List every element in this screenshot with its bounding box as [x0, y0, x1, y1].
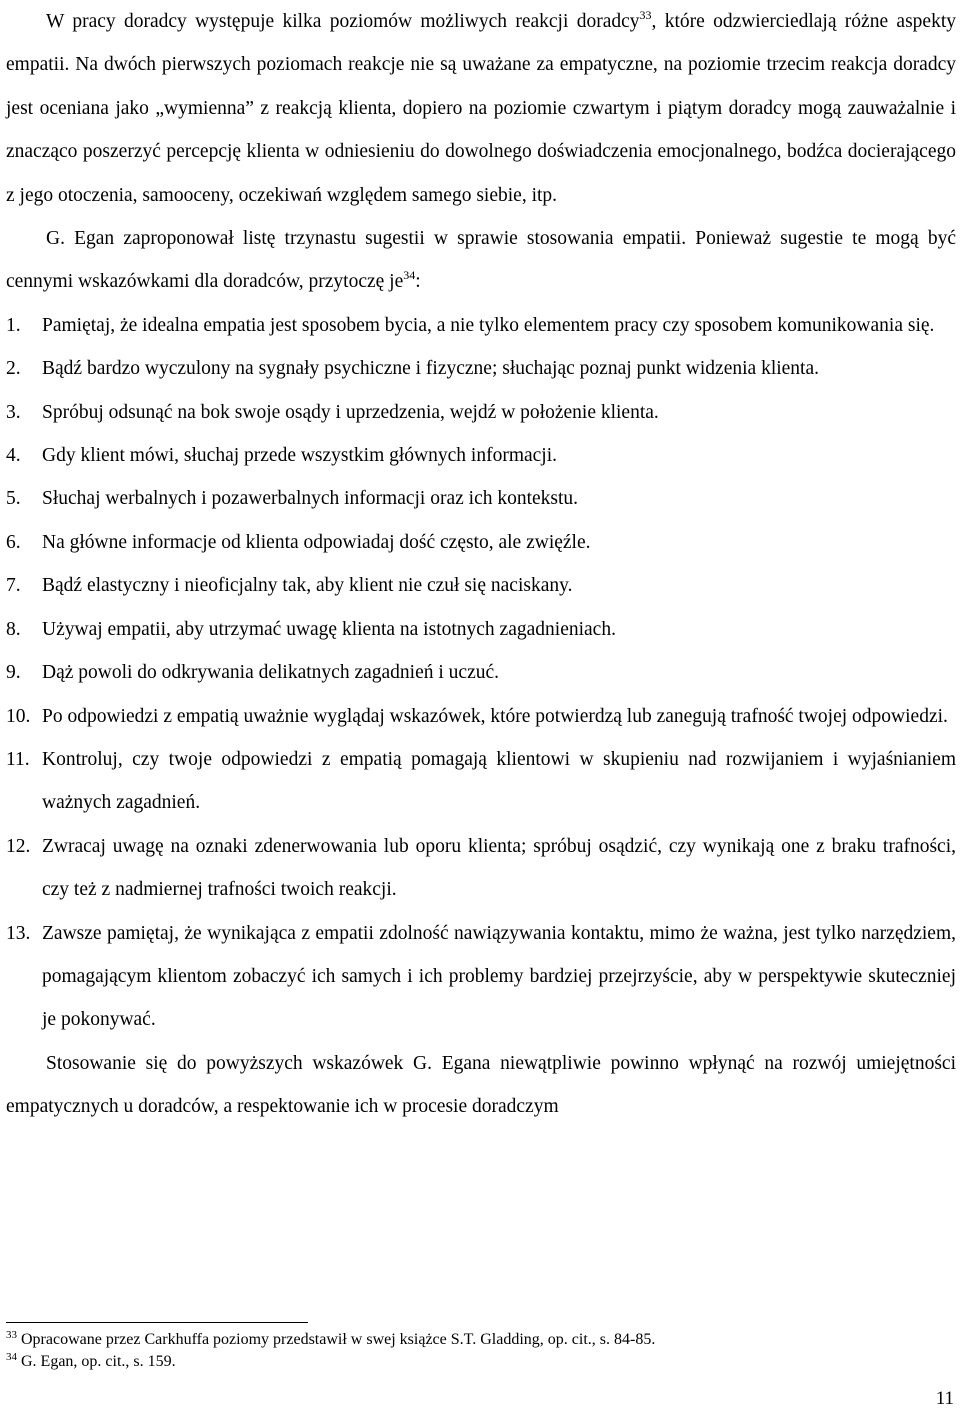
list-item: [6, 608, 956, 651]
suggestions-list: [6, 304, 956, 1042]
list-item-number: 5.: [6, 488, 21, 510]
list-item-number: 11.: [6, 748, 30, 770]
list-item-number: 3.: [6, 401, 21, 423]
list-item-text: Kontroluj, czy twoje odpowiedzi z empatią pomagają klientowi w skupieniu nad rozwijaniem i wyjaśnianiem ważnych zagadnień.: [42, 748, 956, 814]
footnote-number: 33: [6, 1329, 17, 1341]
list-item: [6, 825, 956, 912]
page-number: 11: [935, 1388, 954, 1409]
list-item-text: Dąż powoli do odkrywania delikatnych zagadnień i uczuć.: [42, 662, 500, 684]
footnote: [6, 1351, 956, 1373]
list-item-number: 4.: [6, 445, 21, 467]
footnote-divider: [6, 1322, 308, 1323]
list-item: [6, 695, 956, 738]
list-item: [6, 738, 956, 825]
footnotes: [6, 1322, 956, 1373]
footnote-ref-34[interactable]: 34: [403, 268, 416, 283]
list-item-number: 6.: [6, 531, 21, 553]
footnote-text: Opracowane przez Carkhuffa poziomy przedstawił w swej książce S.T. Gladding, op. cit., s. 84-85.: [21, 1331, 656, 1348]
list-item-text: Po odpowiedzi z empatią uważnie wyglądaj wskazówek, które potwierdzą lub zanegują trafność twojej odpowiedzi.: [42, 705, 948, 727]
list-item-number: 12.: [6, 835, 31, 857]
paragraph-closing: Stosowanie się do powyższych wskazówek G. Egana niewątpliwie powinno wpłynąć na rozwój umiejętności empatycznych u doradców, a respektowanie ich w procesie doradczym: [6, 1052, 956, 1118]
list-item: [6, 912, 956, 1042]
list-item-text: Słuchaj werbalnych i pozawerbalnych informacji oraz ich kontekstu.: [42, 488, 579, 510]
list-item-number: 13.: [6, 922, 31, 944]
footnote-number: 34: [6, 1351, 17, 1363]
footnote: [6, 1329, 956, 1351]
list-item-number: 8.: [6, 618, 21, 640]
list-item-text: Gdy klient mówi, słuchaj przede wszystkim głównych informacji.: [42, 445, 558, 467]
list-item-number: 2.: [6, 358, 21, 380]
list-item-number: 10.: [6, 705, 31, 727]
paragraph-egan-intro: G. Egan zaproponował listę trzynastu sugestii w sprawie stosowania empatii. Ponieważ sugestie te mogą być cennymi wskazówkami dla doradców, przytoczę $je^{34}$:: [6, 228, 956, 293]
list-item-text: Używaj empatii, aby utrzymać uwagę klienta na istotnych zagadnieniach.: [42, 618, 616, 640]
list-item-text: Pamiętaj, że idealna empatia jest sposobem bycia, a nie tylko elementem pracy czy sposobem komunikowania się.: [42, 314, 935, 336]
list-item-number: 9.: [6, 662, 21, 684]
list-item: [6, 477, 956, 520]
list-item-text: Zawsze pamiętaj, że wynikająca z empatii zdolność nawiązywania kontaktu, mimo że ważna, jest tylko narzędziem, pomagającym klientom zobaczyć ich samych i ich problemy bardziej przejrzyście, aby w perspektywie skuteczniej je pokonywać.: [42, 922, 956, 1031]
list-item-text: Bądź elastyczny i nieoficjalny tak, aby klient nie czuł się naciskany.: [42, 575, 573, 597]
list-item-text: Bądź bardzo wyczulony na sygnały psychiczne i fizyczne; słuchając poznaj punkt widzenia klienta.: [42, 358, 820, 380]
list-item: [6, 521, 956, 564]
list-item-text: Na główne informacje od klienta odpowiadaj dość często, ale zwięźle.: [42, 531, 591, 553]
list-item: [6, 347, 956, 390]
list-item: [6, 651, 956, 694]
list-item-number: 1.: [6, 314, 21, 336]
body-text: [6, 0, 956, 1129]
list-item: [6, 564, 956, 607]
footnote-text: G. Egan, op. cit., s. 159.: [21, 1353, 176, 1370]
list-item: [6, 434, 956, 477]
paragraph-reaction-levels: W pracy doradcy występuje kilka poziomów możliwych reakcji doradcy$^{33}$, które odzwierciedlają różne aspekty empatii. Na dwóch pierwszych poziomach reakcje nie są uważane za empatyczne, na poziomie trzecim reakcja doradcy jest oceniana jako „wymienna” z reakcją klienta, dopiero na poziomie czwartym i piątym doradcy mogą zauważalnie i znacząco poszerzyć percepcję klienta w odniesieniu do dowolnego doświadczenia emocjonalnego, bodźca docierającego z jego otoczenia, samooceny, oczekiwań względem samego siebie, itp.: [6, 8, 956, 206]
list-item-text: Zwracaj uwagę na oznaki zdenerwowania lub oporu klienta; spróbuj osądzić, czy wynikają one z braku trafności, czy też z nadmiernej trafności twoich reakcji.: [42, 835, 956, 901]
list-item-number: 7.: [6, 575, 21, 597]
footnote-ref-33[interactable]: 33: [639, 8, 652, 22]
list-item: [6, 391, 956, 434]
list-item: [6, 304, 956, 347]
list-item-text: Spróbuj odsunąć na bok swoje osądy i uprzedzenia, wejdź w położenie klienta.: [42, 401, 659, 423]
footnote-list: [6, 1329, 956, 1373]
